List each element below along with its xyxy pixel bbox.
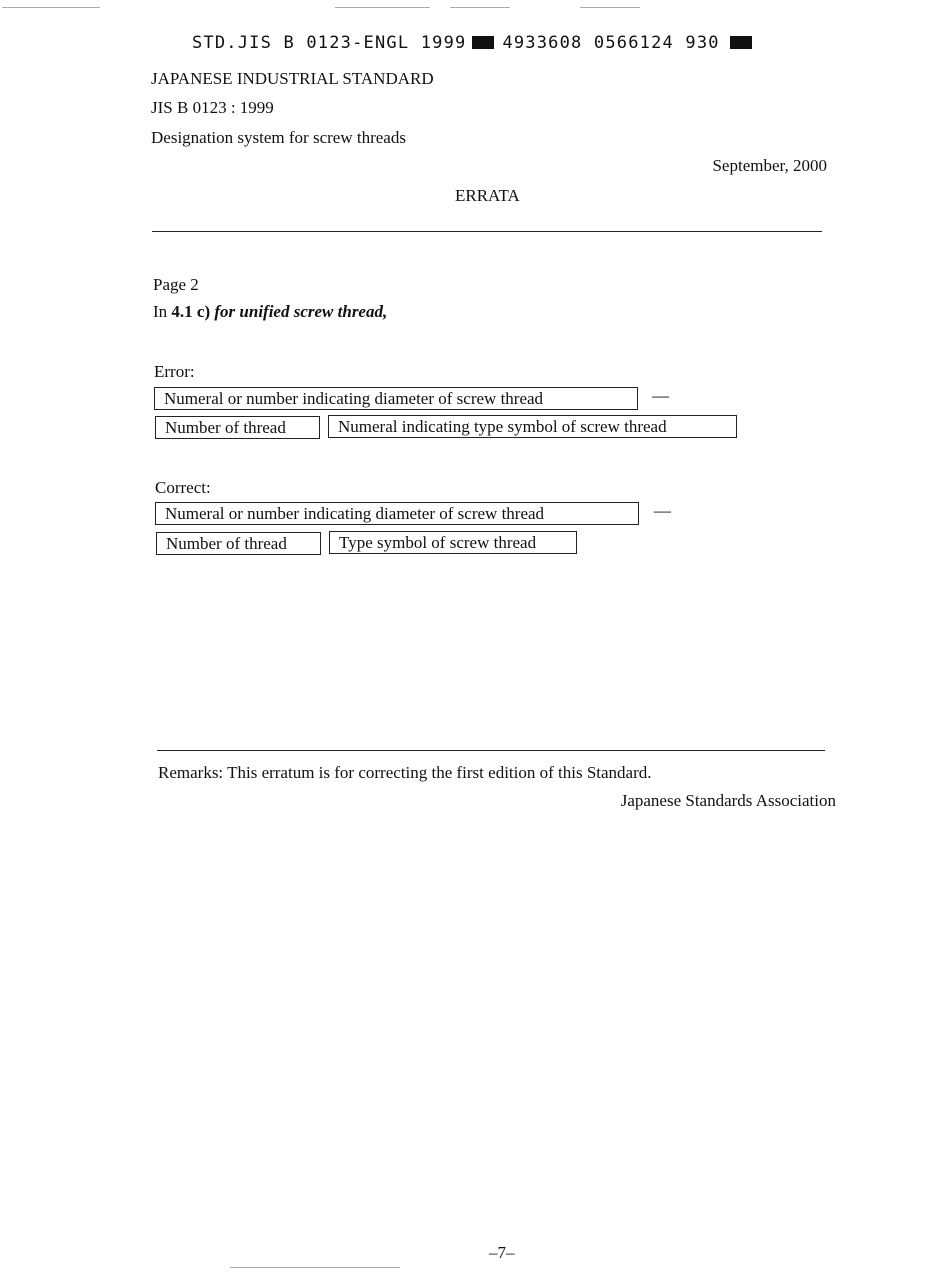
remarks-text: Remarks: This erratum is for correcting the first edition of this Standard. <box>158 763 652 782</box>
scan-artifact-line <box>335 7 430 8</box>
error-label: Error: <box>154 362 195 381</box>
scan-artifact-line <box>2 7 100 8</box>
page-reference: Page 2 <box>153 275 199 294</box>
error-type-box: Numeral indicating type symbol of screw thread <box>328 415 737 438</box>
barcode-numbers: 4933608 0566124 930 <box>502 33 720 53</box>
document-code-line <box>192 33 752 53</box>
error-diameter-box: Numeral or number indicating diameter of screw thread <box>154 387 638 410</box>
correct-label: Correct: <box>155 478 211 497</box>
std-code: STD.JIS B 0123-ENGL 1999 <box>192 33 467 53</box>
footer-divider <box>157 750 825 751</box>
scan-artifact-line <box>580 7 640 8</box>
page-number: –7– <box>489 1243 515 1262</box>
error-thread-count-box: Number of thread <box>155 416 320 439</box>
org-line: JAPANESE INDUSTRIAL STANDARD <box>151 69 434 88</box>
scan-artifact-line <box>230 1267 400 1268</box>
correct-type-box: Type symbol of screw thread <box>329 531 577 554</box>
black-block-mark <box>730 36 752 49</box>
clause-number: 4.1 c) <box>171 302 211 321</box>
black-block-mark <box>472 36 494 49</box>
error-dash: — <box>652 386 669 405</box>
correct-dash: — <box>654 501 671 520</box>
publisher-name: Japanese Standards Association <box>620 791 836 810</box>
errata-heading: ERRATA <box>455 186 520 205</box>
header-divider <box>152 231 822 232</box>
correct-diameter-box: Numeral or number indicating diameter of screw thread <box>155 502 639 525</box>
clause-title: for unified screw thread, <box>214 302 388 321</box>
standard-number: JIS B 0123 : 1999 <box>151 98 274 117</box>
document-title: Designation system for screw threads <box>151 128 406 147</box>
clause-prefix: In <box>153 302 168 321</box>
scan-artifact-line <box>450 7 510 8</box>
clause-reference <box>153 302 387 322</box>
issue-date: September, 2000 <box>712 156 827 175</box>
correct-thread-count-box: Number of thread <box>156 532 321 555</box>
